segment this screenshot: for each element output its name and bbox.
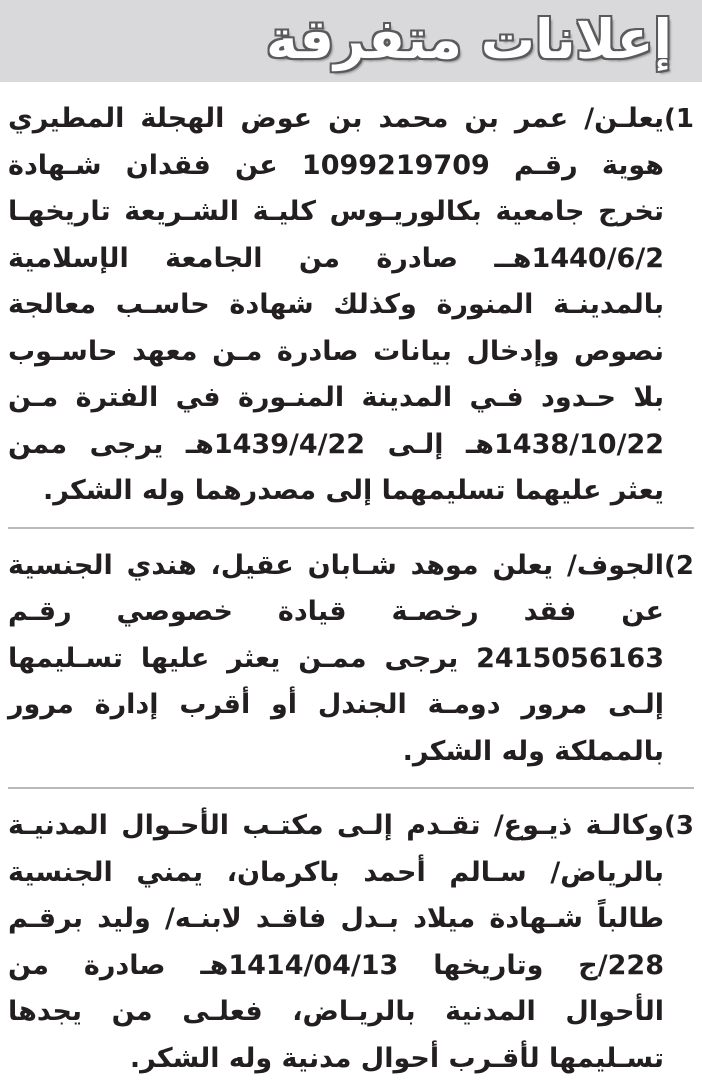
ad-number: 2)	[664, 550, 694, 581]
ad-item-3	[8, 803, 694, 1082]
ad-divider	[8, 787, 694, 789]
ad-item-2	[8, 543, 694, 776]
ad-text: وكالـة ذيـوع/ تقـدم إلـى مكتـب الأحـوال المدنيـة بالرياض/ سـالم أحمد باكرمان، يمني الجنسية طالباً شـهادة ميلاد بـدل فاقـد لابنـه/ وليد برقـم 228/ج وتاريخها 1414/04/13هـ صادرة من الأحوال المدنية بالريـاض، فعلـى من يجدها تسـليمها لأقـرب أحوال مدنية وله الشكر.	[8, 810, 664, 1074]
ad-number: 1)	[664, 104, 694, 134]
ad-item-1	[8, 96, 694, 515]
section-header	[0, 0, 702, 82]
ad-text: يعلـن/ عمر بن محمد بن عوض الهجلة المطيري هوية رقـم 1099219709 عن فقدان شـهادة تخرج جامعية بكالوريـوس كليـة الشـريعة تاريخهـا 1440/6/2هــ صادرة من الجامعة الإسلامية بالمدينـة المنورة وكذلك شهادة حاسـب معالجة نصوص وإدخال بيانات صادرة مـن معهد حاسـوب بلا حـدود فـي المدينة المنـورة في الفترة مـن 1438/10/22هـ إلـى 1439/4/22هـ يرجى ممن يعثر عليهما تسليمهما إلى مصدرهما وله الشكر.	[8, 103, 665, 506]
ad-divider	[8, 527, 694, 529]
section-title: إعلانات متفرقة	[265, 8, 672, 71]
classified-ads-list	[8, 96, 694, 1082]
ad-text: الجوف/ يعلن موهد شـابان عقيل، هندي الجنسية عن فقد رخصـة قيادة خصوصي رقـم 2415056163 يرجى ممـن يعثر عليها تسـليمها إلـى مرور دومـة الجندل أو أقرب إدارة مرور بالمملكة وله الشكر.	[8, 549, 664, 767]
ad-number: 3)	[664, 811, 694, 841]
